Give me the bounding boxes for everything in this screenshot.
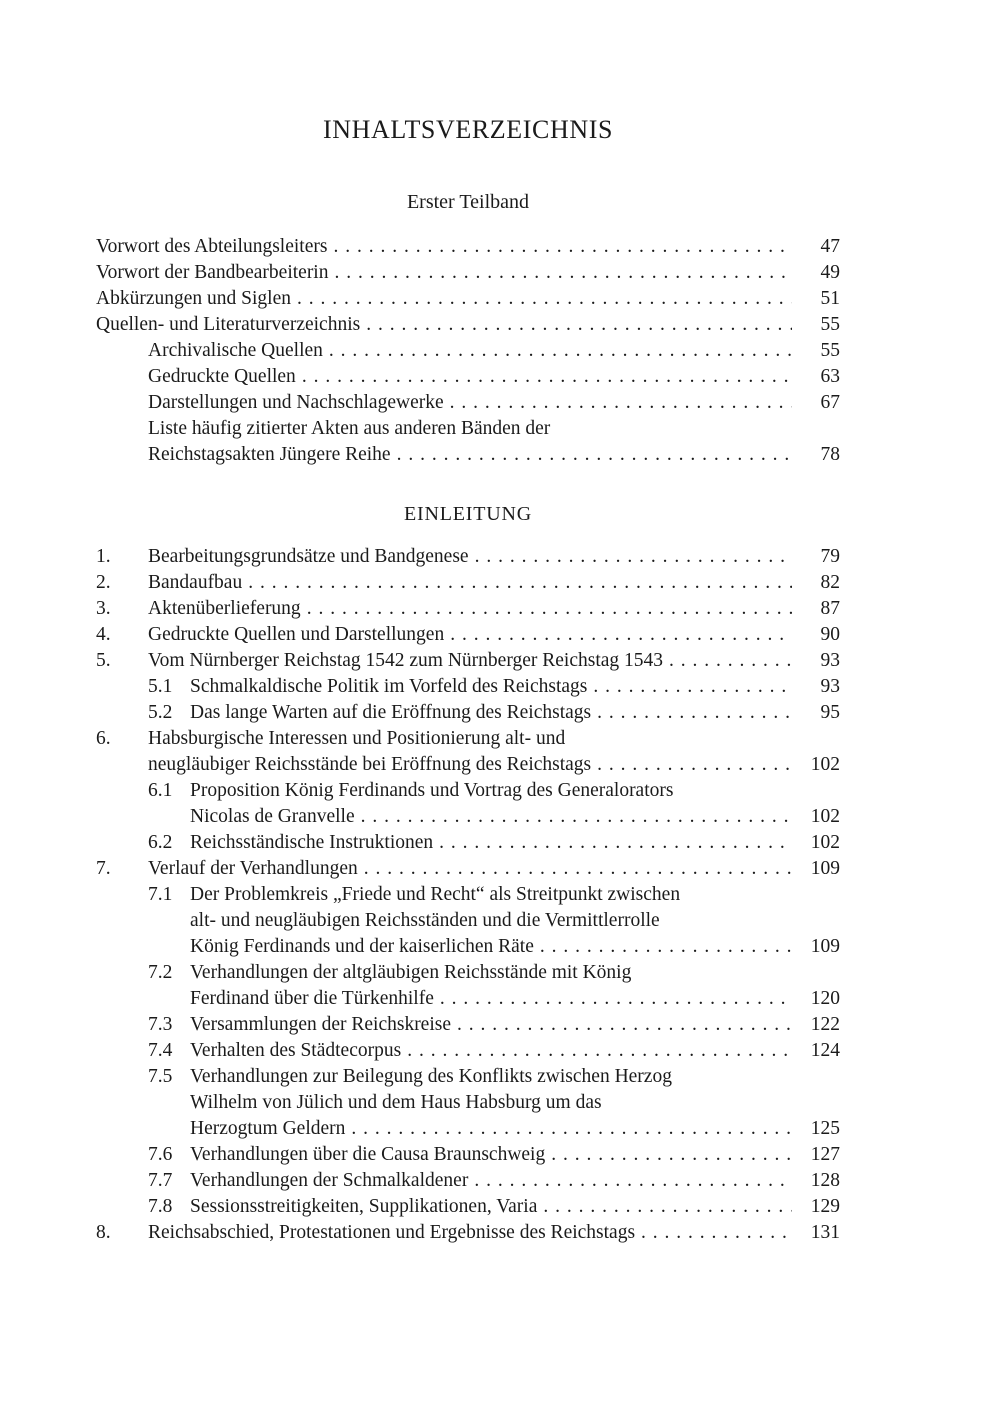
toc-line xyxy=(148,1116,840,1142)
entry-text: Reichstagsakten Jüngere Reihe xyxy=(148,444,391,465)
entry-text: Der Problemkreis „Friede und Recht“ als Streitpunkt zwischen xyxy=(190,884,681,905)
page-number: 47 xyxy=(820,236,840,257)
toc-line xyxy=(148,986,840,1012)
dot-leader xyxy=(364,856,792,882)
dot-leader xyxy=(297,286,792,312)
toc-entry xyxy=(148,1064,840,1142)
toc-entry xyxy=(148,700,840,726)
entry-text: Archivalische Quellen xyxy=(148,340,323,361)
toc-entry xyxy=(148,778,840,830)
entry-text: alt- und neugläubigen Reichsständen und die Vermittlerrolle xyxy=(190,910,660,931)
dot-leader xyxy=(329,338,792,364)
entry-text: Verhandlungen der altgläubigen Reichsstände mit König xyxy=(190,962,632,983)
entry-number: 2. xyxy=(96,572,111,593)
toc-entry xyxy=(96,856,840,882)
toc-line xyxy=(148,1142,840,1168)
page-number: 102 xyxy=(810,832,840,853)
page-number: 102 xyxy=(810,806,840,827)
toc-line xyxy=(148,1012,840,1038)
entry-number: 7. xyxy=(96,858,111,879)
toc-entry xyxy=(148,1038,840,1064)
toc-entry xyxy=(148,390,840,416)
dot-leader xyxy=(551,1142,792,1168)
entry-text: Sessionsstreitigkeiten, Supplikationen, Varia xyxy=(190,1196,538,1217)
dot-leader xyxy=(540,934,792,960)
dot-leader xyxy=(397,442,792,468)
entry-number: 7.4 xyxy=(148,1040,173,1061)
entry-text: König Ferdinands und der kaiserlichen Räte xyxy=(190,936,534,957)
dot-leader xyxy=(407,1038,792,1064)
entry-text: Schmalkaldische Politik im Vorfeld des Reichstags xyxy=(190,676,588,697)
entry-text: Vorwort des Abteilungsleiters xyxy=(96,236,328,257)
page-number: 82 xyxy=(820,572,840,593)
toc-entry xyxy=(148,416,840,468)
entry-text: Verhandlungen der Schmalkaldener xyxy=(190,1170,469,1191)
entry-text: Versammlungen der Reichskreise xyxy=(190,1014,452,1035)
toc-line xyxy=(148,700,840,726)
toc-entry xyxy=(148,960,840,1012)
toc-entry xyxy=(96,234,840,260)
toc-line xyxy=(148,416,840,442)
entry-text: Gedruckte Quellen xyxy=(148,366,296,387)
dot-leader xyxy=(248,570,792,596)
toc-line xyxy=(148,1194,840,1220)
page-number: 78 xyxy=(820,444,840,465)
page-number: 93 xyxy=(820,676,840,697)
page-number: 122 xyxy=(810,1014,840,1035)
page-number: 79 xyxy=(820,546,840,567)
entry-text: Reichsabschied, Protestationen und Ergebnisse des Reichstags xyxy=(148,1222,636,1243)
toc-line xyxy=(96,726,840,752)
toc-line xyxy=(96,622,840,648)
einleitung-toc xyxy=(96,544,840,1246)
toc-entry xyxy=(96,726,840,778)
section-heading: EINLEITUNG xyxy=(404,503,532,525)
page-number: 49 xyxy=(820,262,840,283)
toc-entry xyxy=(96,596,840,622)
toc-line xyxy=(148,934,840,960)
page-number: 93 xyxy=(820,650,840,671)
entry-text: neugläubiger Reichsstände bei Eröffnung des Reichstags xyxy=(148,754,592,775)
toc-line xyxy=(148,960,840,986)
page-number: 120 xyxy=(810,988,840,1009)
toc-line xyxy=(148,1064,840,1090)
entry-number: 4. xyxy=(96,624,111,645)
entry-number: 7.1 xyxy=(148,884,173,905)
toc-line xyxy=(148,882,840,908)
front-matter-toc xyxy=(96,234,840,468)
dot-leader xyxy=(351,1116,792,1142)
dot-leader xyxy=(597,752,792,778)
page-number: 95 xyxy=(820,702,840,723)
toc-entry xyxy=(96,312,840,338)
dot-leader xyxy=(361,804,792,830)
entry-number: 6. xyxy=(96,728,111,749)
entry-text: Bandaufbau xyxy=(148,572,243,593)
page-number: 129 xyxy=(810,1196,840,1217)
entry-number: 5.2 xyxy=(148,702,173,723)
page-number: 63 xyxy=(820,366,840,387)
page-number: 128 xyxy=(810,1170,840,1191)
toc-line xyxy=(148,908,840,934)
toc-line xyxy=(148,830,840,856)
dot-leader xyxy=(474,1168,792,1194)
entry-number: 3. xyxy=(96,598,111,619)
toc-entry xyxy=(96,260,840,286)
toc-line xyxy=(96,286,840,312)
entry-text: Darstellungen und Nachschlagewerke xyxy=(148,392,444,413)
entry-text: Abkürzungen und Siglen xyxy=(96,288,291,309)
dot-leader xyxy=(439,830,792,856)
page-number: 109 xyxy=(810,858,840,879)
dot-leader xyxy=(475,544,792,570)
entry-number: 7.7 xyxy=(148,1170,173,1191)
toc-line xyxy=(96,234,840,260)
dot-leader xyxy=(440,986,792,1012)
entry-text: Reichsständische Instruktionen xyxy=(190,832,434,853)
toc-entry xyxy=(148,830,840,856)
dot-leader xyxy=(334,260,792,286)
toc-line xyxy=(148,442,840,468)
entry-number: 7.3 xyxy=(148,1014,173,1035)
toc-entry xyxy=(148,338,840,364)
part-heading: Erster Teilband xyxy=(406,191,530,213)
entry-text: Proposition König Ferdinands und Vortrag des Generalorators xyxy=(190,780,674,801)
dot-leader xyxy=(333,234,792,260)
toc-entry xyxy=(148,882,840,960)
toc-entry xyxy=(96,622,840,648)
toc-line xyxy=(96,570,840,596)
page-number: 87 xyxy=(820,598,840,619)
dot-leader xyxy=(641,1220,792,1246)
page-number: 55 xyxy=(820,340,840,361)
entry-number: 7.6 xyxy=(148,1144,173,1165)
toc-entry xyxy=(96,648,840,674)
page-number: 131 xyxy=(810,1222,840,1243)
page-number: 109 xyxy=(810,936,840,957)
entry-number: 7.5 xyxy=(148,1066,173,1087)
toc-entry xyxy=(148,1012,840,1038)
dot-leader xyxy=(543,1194,792,1220)
page-number: 67 xyxy=(820,392,840,413)
dot-leader xyxy=(593,674,792,700)
dot-leader xyxy=(457,1012,792,1038)
dot-leader xyxy=(597,700,792,726)
entry-text: Ferdinand über die Türkenhilfe xyxy=(190,988,434,1009)
entry-text: Verhalten des Städtecorpus xyxy=(190,1040,402,1061)
entry-text: Aktenüberlieferung xyxy=(148,598,301,619)
entry-text: Nicolas de Granvelle xyxy=(190,806,355,827)
toc-line xyxy=(96,856,840,882)
toc-entry xyxy=(148,1168,840,1194)
toc-line xyxy=(96,544,840,570)
entry-number: 1. xyxy=(96,546,111,567)
entry-text: Habsburgische Interessen und Positionierung alt- und xyxy=(148,728,566,749)
dot-leader xyxy=(307,596,792,622)
page-number: 55 xyxy=(820,314,840,335)
toc-line xyxy=(96,648,840,674)
entry-number: 6.2 xyxy=(148,832,173,853)
toc-line xyxy=(148,804,840,830)
page-title: INHALTSVERZEICHNIS xyxy=(322,115,614,144)
entry-text: Das lange Warten auf die Eröffnung des Reichstags xyxy=(190,702,592,723)
toc-line xyxy=(148,778,840,804)
page-number: 102 xyxy=(810,754,840,775)
entry-number: 6.1 xyxy=(148,780,173,801)
toc-line xyxy=(96,596,840,622)
entry-text: Quellen- und Literaturverzeichnis xyxy=(96,314,361,335)
entry-text: Gedruckte Quellen und Darstellungen xyxy=(148,624,445,645)
toc-entry xyxy=(148,364,840,390)
entry-text: Verhandlungen über die Causa Braunschweig xyxy=(190,1144,546,1165)
toc-entry xyxy=(96,1220,840,1246)
toc-line xyxy=(148,364,840,390)
toc-entry xyxy=(96,286,840,312)
entry-number: 7.2 xyxy=(148,962,173,983)
entry-text: Vorwort der Bandbearbeiterin xyxy=(96,262,329,283)
entry-text: Verlauf der Verhandlungen xyxy=(148,858,358,879)
dot-leader xyxy=(669,648,792,674)
page-number: 127 xyxy=(810,1144,840,1165)
toc-line xyxy=(96,1220,840,1246)
toc-entry xyxy=(96,544,840,570)
toc-entry xyxy=(148,1194,840,1220)
entry-text: Bearbeitungsgrundsätze und Bandgenese xyxy=(148,546,469,567)
dot-leader xyxy=(450,390,792,416)
toc-line xyxy=(148,1090,840,1116)
dot-leader xyxy=(450,622,792,648)
toc-line xyxy=(148,338,840,364)
toc-line xyxy=(148,674,840,700)
dot-leader xyxy=(366,312,792,338)
toc-entry xyxy=(148,1142,840,1168)
page-number: 90 xyxy=(820,624,840,645)
page-number: 51 xyxy=(820,288,840,309)
toc-entry xyxy=(148,674,840,700)
entry-number: 5.1 xyxy=(148,676,173,697)
entry-text: Herzogtum Geldern xyxy=(190,1118,346,1139)
toc-line xyxy=(148,1038,840,1064)
toc-line xyxy=(148,390,840,416)
entry-text: Vom Nürnberger Reichstag 1542 zum Nürnberger Reichstag 1543 xyxy=(148,650,664,671)
toc-line xyxy=(96,260,840,286)
entry-number: 5. xyxy=(96,650,111,671)
entry-text: Verhandlungen zur Beilegung des Konflikts zwischen Herzog xyxy=(190,1066,672,1087)
toc-line xyxy=(96,752,840,778)
entry-number: 7.8 xyxy=(148,1196,173,1217)
toc-line xyxy=(96,312,840,338)
toc-line xyxy=(148,1168,840,1194)
toc-entry xyxy=(96,570,840,596)
entry-text: Liste häufig zitierter Akten aus anderen Bänden der xyxy=(148,418,551,439)
page-number: 125 xyxy=(810,1118,840,1139)
page-number: 124 xyxy=(810,1040,840,1061)
entry-number: 8. xyxy=(96,1222,111,1243)
entry-text: Wilhelm von Jülich und dem Haus Habsburg um das xyxy=(190,1092,602,1113)
dot-leader xyxy=(302,364,792,390)
